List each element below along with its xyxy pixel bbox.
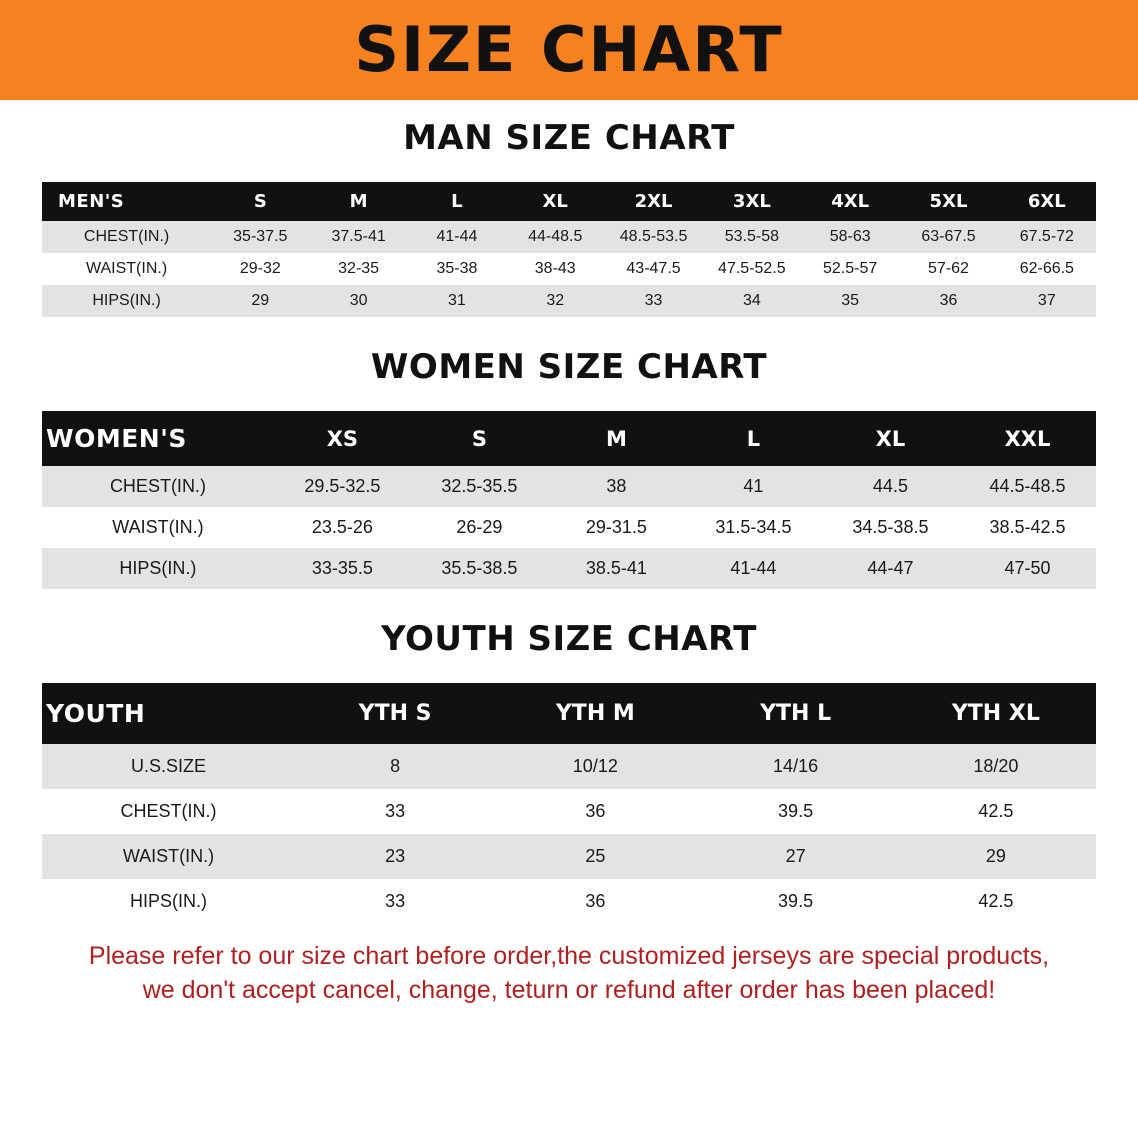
youth-section-title: YOUTH SIZE CHART [381,619,757,659]
table-cell: 39.5 [695,879,895,924]
women-size-table [42,411,1096,589]
table-row [42,744,1096,789]
table-cell: 23 [295,834,495,879]
table-cell: 8 [295,744,495,789]
row-label: HIPS(IN.) [42,285,211,317]
table-cell: 33 [295,789,495,834]
table-row [42,253,1096,285]
table-cell: 34 [703,285,801,317]
table-cell: 34.5-38.5 [822,507,959,548]
table-cell: 44-47 [822,548,959,589]
table-row [42,507,1096,548]
column-header: 6XL [998,182,1096,221]
table-cell: 32 [506,285,604,317]
table-cell: 47.5-52.5 [703,253,801,285]
table-cell: 44-48.5 [506,221,604,253]
table-cell: 38.5-41 [548,548,685,589]
table-cell: 30 [309,285,407,317]
row-label: CHEST(IN.) [42,466,274,507]
table-cell: 36 [495,789,695,834]
table-cell: 29-32 [211,253,309,285]
table-cell: 42.5 [896,789,1096,834]
banner [0,0,1138,100]
column-header: YTH XL [896,683,1096,744]
column-header: YTH S [295,683,495,744]
table-cell: 44.5 [822,466,959,507]
table-cell: 42.5 [896,879,1096,924]
table-cell: 41-44 [408,221,506,253]
women-section-title: WOMEN SIZE CHART [370,347,768,387]
column-header: 2XL [604,182,702,221]
table-cell: 38-43 [506,253,604,285]
table-cell: 52.5-57 [801,253,899,285]
column-header: MEN'S [42,182,211,221]
column-header: S [211,182,309,221]
column-header: XXL [959,411,1096,466]
row-label: WAIST(IN.) [42,253,211,285]
table-cell: 37 [998,285,1096,317]
row-label: HIPS(IN.) [42,548,274,589]
table-cell: 31 [408,285,506,317]
table-cell: 53.5-58 [703,221,801,253]
column-header: YTH L [695,683,895,744]
table-cell: 35-38 [408,253,506,285]
table-cell: 26-29 [411,507,548,548]
table-cell: 29-31.5 [548,507,685,548]
column-header: L [685,411,822,466]
table-row [42,285,1096,317]
column-header: 4XL [801,182,899,221]
table-cell: 36 [899,285,997,317]
row-label: WAIST(IN.) [42,507,274,548]
column-header: XL [506,182,604,221]
youth-size-table-wrap [42,683,1096,924]
column-header: L [408,182,506,221]
banner-title: SIZE CHART [354,13,784,86]
women-size-table-wrap [42,411,1096,589]
table-cell: 33 [604,285,702,317]
column-header: YTH M [495,683,695,744]
man-section-title: MAN SIZE CHART [403,118,735,158]
table-row [42,548,1096,589]
table-cell: 23.5-26 [274,507,411,548]
row-label: CHEST(IN.) [42,221,211,253]
table-cell: 58-63 [801,221,899,253]
table-row [42,221,1096,253]
table-cell: 25 [495,834,695,879]
table-cell: 43-47.5 [604,253,702,285]
table-cell: 37.5-41 [309,221,407,253]
row-label: CHEST(IN.) [42,789,295,834]
table-cell: 62-66.5 [998,253,1096,285]
table-cell: 63-67.5 [899,221,997,253]
footer-note-line-1: Please refer to our size chart before order,the customized jerseys are special products, [88,942,1050,970]
table-cell: 48.5-53.5 [604,221,702,253]
youth-size-table [42,683,1096,924]
table-row [42,834,1096,879]
table-cell: 38.5-42.5 [959,507,1096,548]
table-cell: 44.5-48.5 [959,466,1096,507]
table-cell: 32.5-35.5 [411,466,548,507]
table-cell: 35 [801,285,899,317]
table-header-row [42,182,1096,221]
table-cell: 14/16 [695,744,895,789]
table-cell: 57-62 [899,253,997,285]
column-header: M [309,182,407,221]
table-cell: 33 [295,879,495,924]
column-header: 3XL [703,182,801,221]
table-cell: 10/12 [495,744,695,789]
table-cell: 18/20 [896,744,1096,789]
table-cell: 39.5 [695,789,895,834]
table-row [42,879,1096,924]
man-size-table-wrap [42,182,1096,317]
row-label: HIPS(IN.) [42,879,295,924]
table-cell: 29 [211,285,309,317]
table-cell: 33-35.5 [274,548,411,589]
column-header: XS [274,411,411,466]
table-cell: 35-37.5 [211,221,309,253]
table-cell: 41 [685,466,822,507]
row-label: U.S.SIZE [42,744,295,789]
table-header-row [42,411,1096,466]
table-cell: 27 [695,834,895,879]
column-header: 5XL [899,182,997,221]
footer-note [38,940,1100,1008]
man-size-table [42,182,1096,317]
table-header-row [42,683,1096,744]
table-cell: 31.5-34.5 [685,507,822,548]
row-label: WAIST(IN.) [42,834,295,879]
footer-note-line-2: we don't accept cancel, change, teturn or refund after order has been placed! [142,975,996,1004]
table-cell: 67.5-72 [998,221,1096,253]
table-cell: 38 [548,466,685,507]
column-header: S [411,411,548,466]
table-cell: 47-50 [959,548,1096,589]
column-header: YOUTH [42,683,295,744]
table-cell: 35.5-38.5 [411,548,548,589]
table-row [42,789,1096,834]
table-cell: 32-35 [309,253,407,285]
column-header: XL [822,411,959,466]
table-cell: 29 [896,834,1096,879]
column-header: WOMEN'S [42,411,274,466]
table-cell: 29.5-32.5 [274,466,411,507]
column-header: M [548,411,685,466]
table-cell: 36 [495,879,695,924]
table-cell: 41-44 [685,548,822,589]
table-row [42,466,1096,507]
